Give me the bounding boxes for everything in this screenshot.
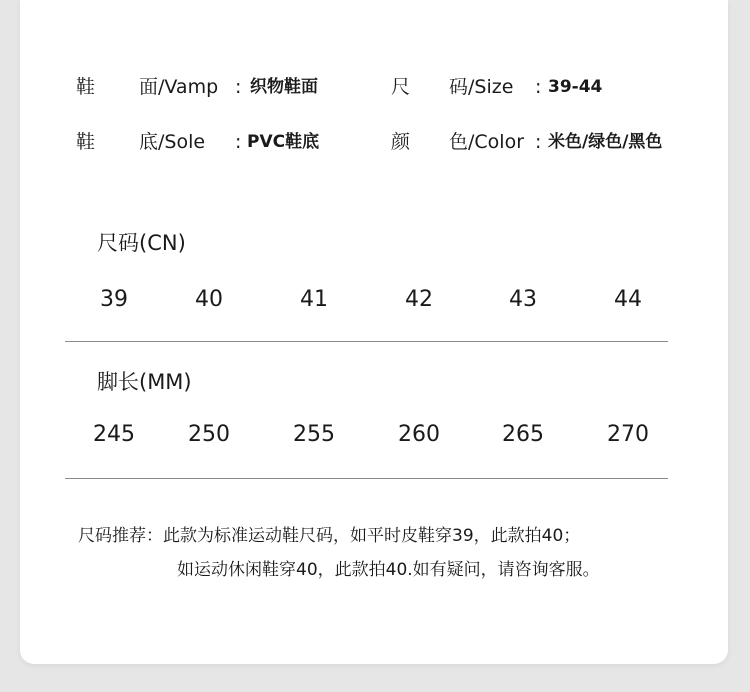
foot-length-cell: 265 — [502, 422, 544, 447]
spec-row-sole-color — [20, 127, 728, 157]
cn-size-cell: 43 — [509, 287, 537, 312]
cn-size-cell: 41 — [300, 287, 328, 312]
table-divider — [65, 478, 668, 479]
cn-size-cell: 40 — [195, 287, 223, 312]
size-chart-card — [20, 0, 728, 664]
color-char: 颜 — [391, 131, 411, 153]
cn-size-title: 尺码(CN) — [97, 231, 186, 255]
cn-size-row — [65, 284, 697, 316]
foot-length-row — [65, 419, 697, 451]
color-separator: : — [535, 131, 542, 153]
sole-label: 底/Sole — [139, 131, 206, 153]
foot-length-cell: 245 — [93, 422, 135, 447]
sole-value: PVC鞋底 — [247, 132, 320, 152]
foot-length-cell: 270 — [607, 422, 649, 447]
size-value: 39-44 — [548, 77, 603, 97]
foot-length-title: 脚长(MM) — [97, 370, 192, 394]
foot-length-cell: 250 — [188, 422, 230, 447]
size-label: 码/Size — [449, 76, 514, 98]
sole-separator: : — [235, 131, 242, 153]
spec-row-vamp-size — [20, 72, 728, 102]
size-char: 尺 — [391, 76, 411, 98]
size-recommendation-line2: 如运动休闲鞋穿40，此款拍40.如有疑问，请咨询客服。 — [177, 560, 600, 580]
vamp-label: 面/Vamp — [139, 76, 219, 98]
cn-size-cell: 44 — [614, 287, 642, 312]
color-value: 米色/绿色/黑色 — [548, 132, 663, 152]
foot-length-cell: 255 — [293, 422, 335, 447]
color-label: 色/Color — [449, 131, 525, 153]
table-divider — [65, 341, 668, 342]
size-separator: : — [535, 76, 542, 98]
sole-char: 鞋 — [76, 131, 96, 153]
foot-length-cell: 260 — [398, 422, 440, 447]
vamp-value: 织物鞋面 — [250, 77, 318, 97]
vamp-separator: : — [235, 76, 242, 98]
cn-size-cell: 39 — [100, 287, 128, 312]
size-recommendation-line1: 尺码推荐：此款为标准运动鞋尺码，如平时皮鞋穿39，此款拍40； — [78, 526, 581, 546]
vamp-char: 鞋 — [76, 76, 96, 98]
cn-size-cell: 42 — [405, 287, 433, 312]
